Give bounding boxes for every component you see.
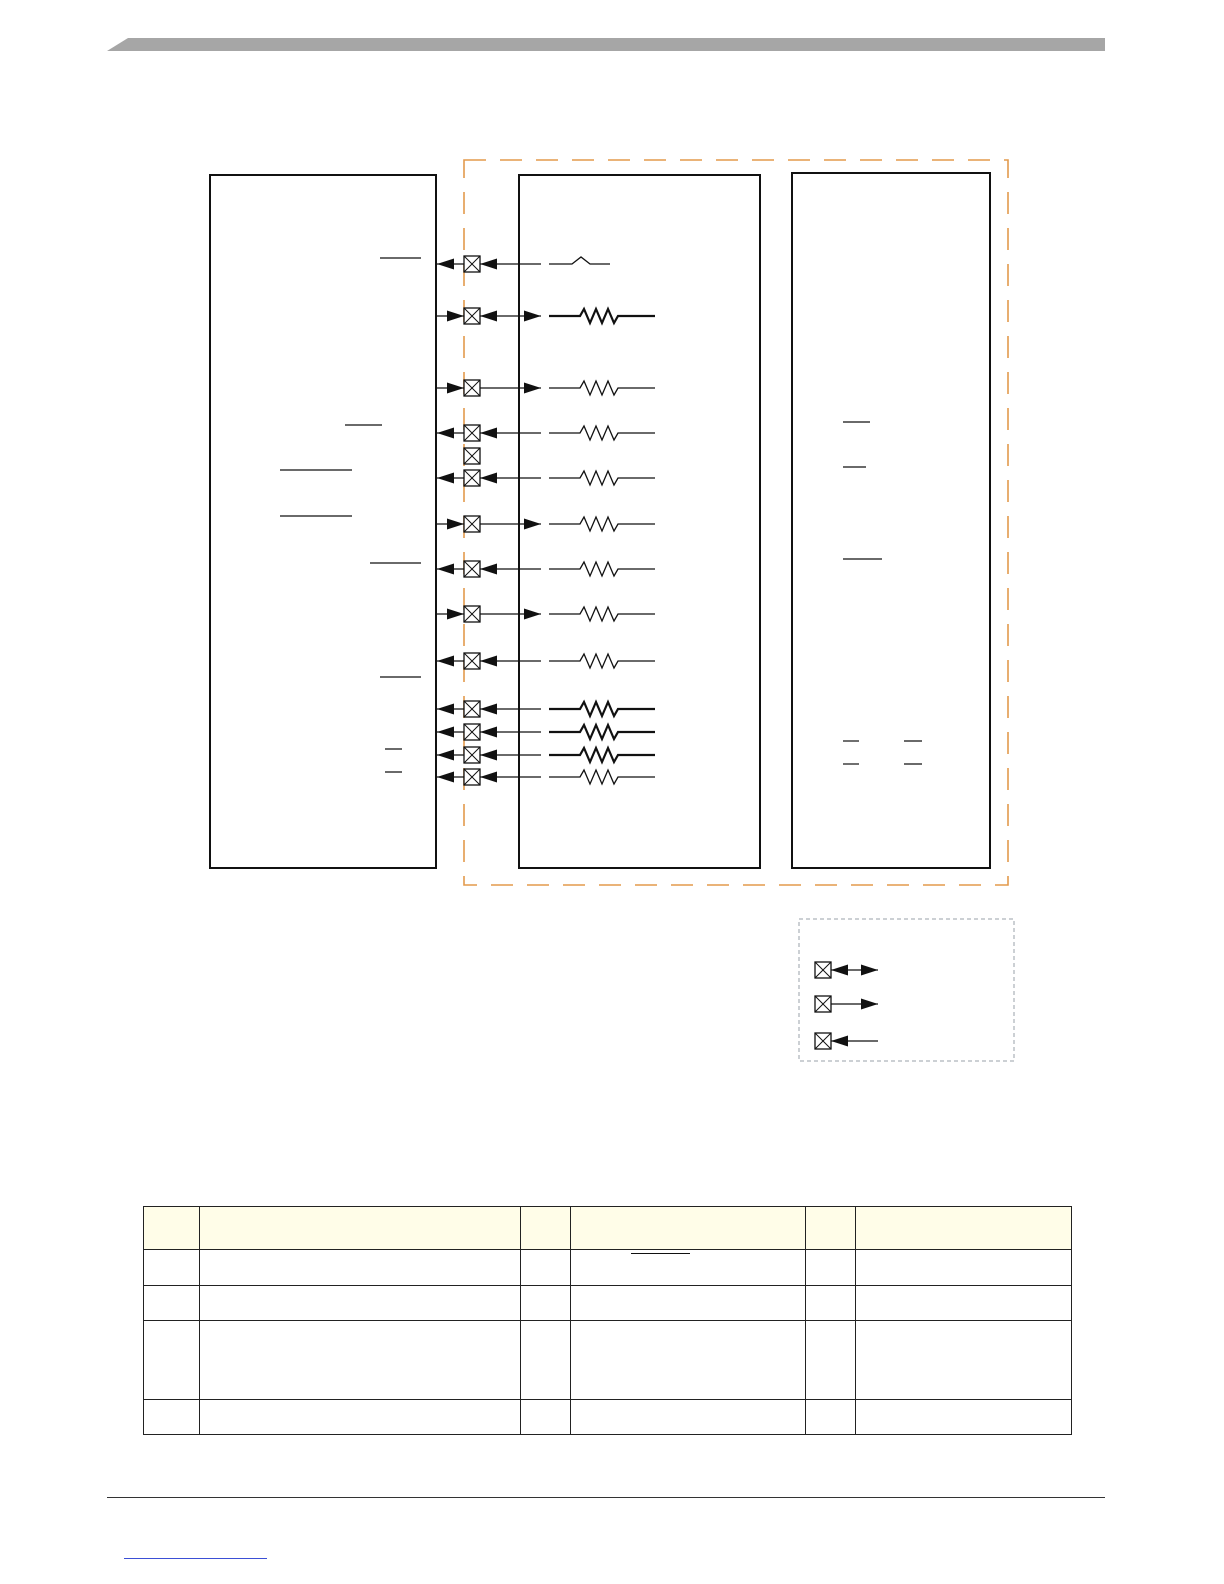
spec-table <box>143 1206 1072 1435</box>
table-cell <box>144 1250 200 1286</box>
table-cell <box>571 1321 806 1400</box>
table-cell <box>521 1250 571 1286</box>
pin-box-icon <box>815 1033 831 1049</box>
arrow-left-icon <box>831 965 848 976</box>
table-cell <box>856 1286 1072 1321</box>
table-cell <box>806 1321 856 1400</box>
table-header-cell <box>144 1207 200 1250</box>
table-header-cell <box>200 1207 521 1250</box>
table-row <box>144 1321 1072 1400</box>
table-row <box>144 1286 1072 1321</box>
footer-link[interactable] <box>124 1558 267 1559</box>
table-cell <box>200 1321 521 1400</box>
table-header-cell <box>806 1207 856 1250</box>
table-cell <box>571 1286 806 1321</box>
legend-item-bidirectional-pin <box>815 962 878 978</box>
table-cell <box>144 1400 200 1435</box>
arrow-right-icon <box>861 965 878 976</box>
table-cell <box>806 1400 856 1435</box>
table-cell <box>806 1250 856 1286</box>
pin-box-icon <box>815 962 831 978</box>
table-header-cell <box>521 1207 571 1250</box>
table-row <box>144 1250 1072 1286</box>
table-cell <box>200 1286 521 1321</box>
table-header-cell <box>856 1207 1072 1250</box>
table-cell <box>521 1400 571 1435</box>
table-cell <box>806 1286 856 1321</box>
legend-item-input-pin <box>815 1033 878 1049</box>
table-cell <box>521 1286 571 1321</box>
table-cell <box>144 1321 200 1400</box>
legend-item-output-pin <box>815 996 878 1012</box>
legend-items <box>815 962 878 1049</box>
table-cell <box>856 1250 1072 1286</box>
table-cell <box>571 1250 806 1286</box>
arrow-left-icon <box>831 1036 848 1047</box>
arrow-right-icon <box>861 999 878 1010</box>
table-cell <box>200 1400 521 1435</box>
table-cell <box>521 1321 571 1400</box>
footer-rule <box>107 1497 1105 1498</box>
table-overbar-mark <box>631 1253 690 1254</box>
table-cell <box>856 1400 1072 1435</box>
table-cell <box>856 1321 1072 1400</box>
table-cell <box>571 1400 806 1435</box>
table-cell <box>200 1250 521 1286</box>
table-row <box>144 1400 1072 1435</box>
table-cell <box>144 1286 200 1321</box>
table-header-row <box>144 1207 1072 1250</box>
table-header-cell <box>571 1207 806 1250</box>
pin-box-icon <box>815 996 831 1012</box>
